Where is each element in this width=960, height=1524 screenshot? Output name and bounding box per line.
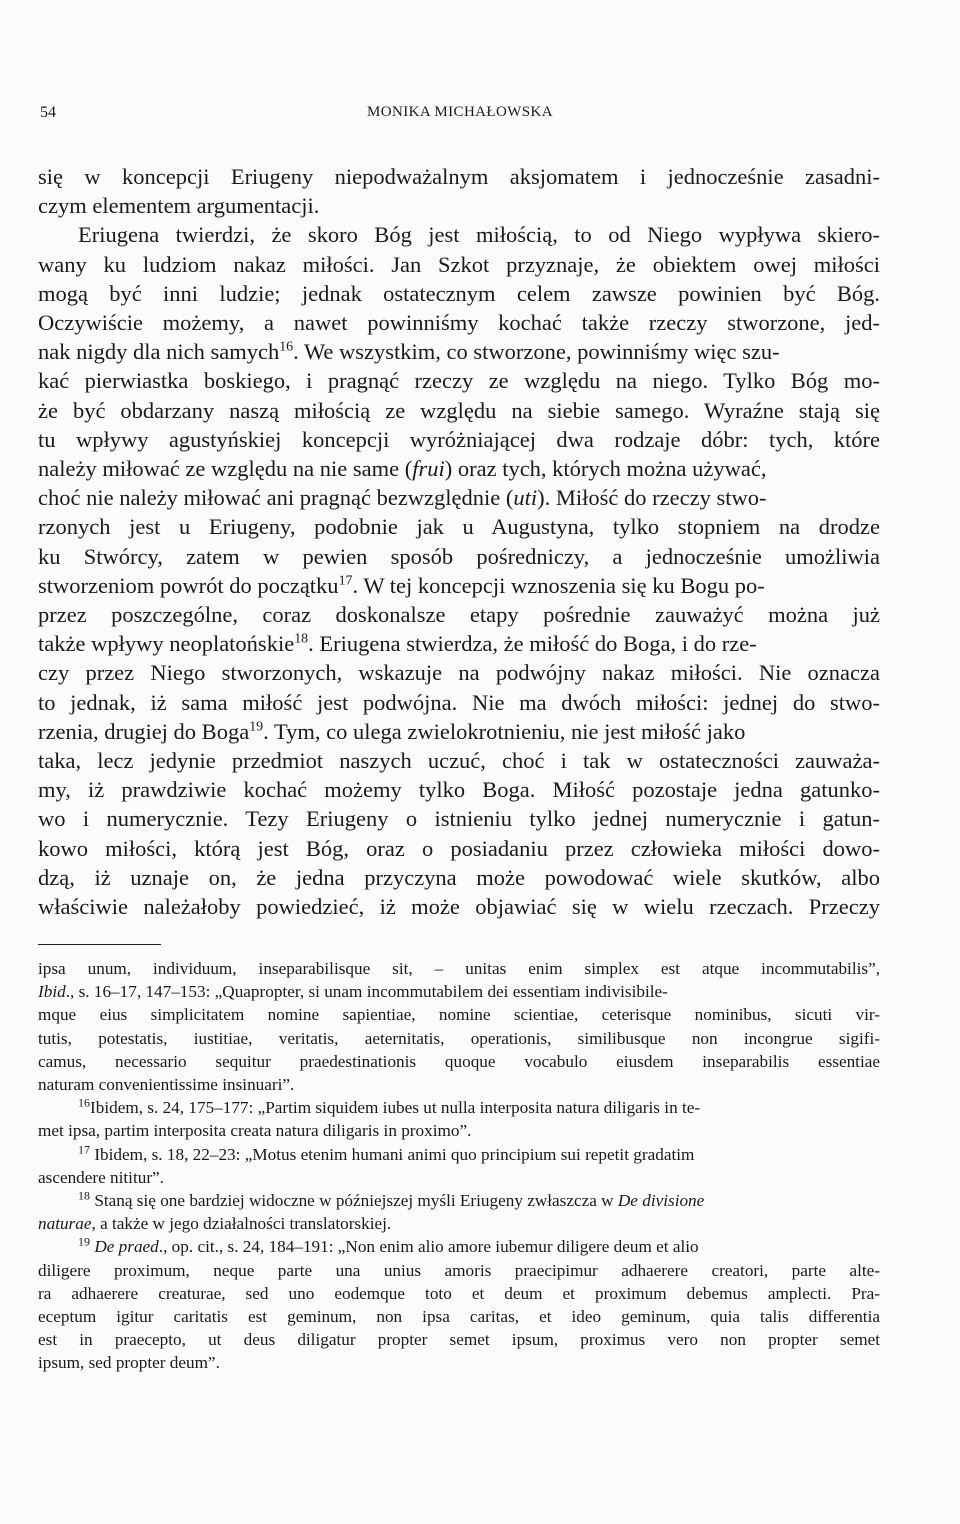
footnote-line: ipsa unum, individuum, inseparabilisque sit, – unitas enim simplex est atque incommutabilis”, bbox=[38, 959, 880, 978]
text-line: czy przez Niego stworzonych, wskazuje na podwójny nakaz miłości. Nie oznacza bbox=[38, 660, 880, 686]
text-line: przez poszczególne, coraz doskonalsze etapy pośrednie zauważyć można już bbox=[38, 602, 880, 628]
footnote-line: eceptum igitur caritatis est geminum, non ipsa caritas, et ideo geminum, quia talis differentia bbox=[38, 1307, 880, 1327]
text-fragment: ., s. 16–17, 147–153: „Quapropter, si unam incommutabilem dei essentiam indivisibile- bbox=[65, 982, 668, 1002]
text-line: się w koncepcji Eriugeny niepodważalnym aksjomatem i jednocześnie zasadni- bbox=[38, 164, 880, 189]
text-fragment: rzenia, drugiej do Boga bbox=[38, 718, 250, 744]
text-line: wo i numerycznie. Tezy Eriugeny o istnieniu tylko jednej numerycznie i gatun- bbox=[38, 806, 880, 832]
text-line: ku Stwórcy, zatem w pewien sposób pośredniczy, a jednocześnie umożliwia bbox=[38, 543, 880, 569]
text-line bbox=[38, 629, 880, 658]
footnote-ref: 16 bbox=[279, 339, 294, 355]
footnote-line: tutis, potestatis, iustitiae, veritatis, aeternitatis, operationis, similibusque non incongrue sigifi- bbox=[38, 1028, 880, 1048]
text-line: kowo miłości, którą jest Bóg, oraz o posiadaniu przez człowieka miłości dowo- bbox=[38, 835, 880, 861]
text-line: właściwie należałoby powiedzieć, iż może objawiać się w wielu rzeczach. Przeczy bbox=[38, 894, 880, 920]
italic-term: frui bbox=[412, 456, 445, 482]
footnote-number: 19 bbox=[78, 1234, 91, 1249]
footnote-line: ipsum, sed propter deum”. bbox=[38, 1353, 220, 1373]
text-fragment: Ibidem, s. 18, 22–23: „Motus etenim humani animi quo principium sui repetit gradatim bbox=[90, 1144, 695, 1164]
footnote-line: met ipsa, partim interposita creata natura diligaris in proximo”. bbox=[38, 1121, 472, 1141]
text-line bbox=[38, 483, 880, 512]
footnote-line: ra adhaerere creaturae, sed uno eodemque toto et deum et proximum debemus amplecti. Pra- bbox=[38, 1283, 880, 1303]
text-line: tu wpływy agustyńskiej koncepcji wyróżniającej dwa rodzaje dóbr: tych, które bbox=[38, 426, 880, 452]
footnote-19 bbox=[38, 1235, 880, 1258]
text-line: taka, lecz jedynie przedmiot naszych uczuć, choć i tak w ostateczności zauważa- bbox=[38, 748, 880, 774]
italic-term: De praed bbox=[90, 1237, 159, 1257]
footnote-number: 16 bbox=[78, 1095, 91, 1110]
text-fragment: Ibidem, s. 24, 175–177: „Partim siquidem iubes ut nulla interposita natura diligaris in te- bbox=[90, 1098, 701, 1118]
text-fragment: także wpływy neoplatońskie bbox=[38, 631, 295, 657]
footnote-ref: 19 bbox=[249, 719, 264, 735]
text-line: mogą być inni ludzie; jednak ostatecznym celem zawsze powinien być Bóg. bbox=[38, 280, 880, 306]
footnote-16 bbox=[38, 1096, 880, 1119]
text-line: Eriugena twierdzi, że skoro Bóg jest miłością, to od Niego wypływa skiero- bbox=[78, 222, 880, 248]
text-line bbox=[38, 717, 880, 746]
text-line: że być obdarzany naszą miłością ze względu na siebie samego. Wyraźne stają się bbox=[38, 397, 880, 423]
text-fragment: . We wszystkim, co stworzone, powinniśmy więc szu- bbox=[293, 339, 780, 365]
text-fragment: należy miłować ze względu na nie same ( bbox=[38, 456, 413, 482]
text-line bbox=[38, 571, 880, 600]
text-line bbox=[38, 337, 880, 366]
footnote-line: mque eius simplicitatem nomine sapientiae, nomine scientiae, ceterisque nominibus, sicuti vir- bbox=[38, 1005, 880, 1025]
footnote-separator bbox=[38, 944, 161, 945]
footnote-17 bbox=[38, 1143, 880, 1166]
footnote-ref: 17 bbox=[338, 573, 353, 589]
text-line: dzą, iż uznaje on, że jedna przyczyna może powodować wiele skutków, albo bbox=[38, 864, 880, 890]
footnotes bbox=[38, 957, 880, 1375]
body-text bbox=[38, 162, 880, 921]
text-line: Oczywiście możemy, a nawet powinniśmy kochać także rzeczy stworzone, jed- bbox=[38, 310, 880, 336]
text-fragment: . W tej koncepcji wznoszenia się ku Bogu po- bbox=[352, 572, 765, 598]
text-fragment: ). Miłość do rzeczy stwo- bbox=[537, 485, 767, 511]
footnote-line bbox=[38, 980, 880, 1003]
text-line: rzonych jest u Eriugeny, podobnie jak u Augustyna, tylko stopniem na drodze bbox=[38, 514, 880, 540]
italic-term: uti bbox=[513, 485, 538, 511]
text-line: my, iż prawdziwie kochać możemy tylko Boga. Miłość pozostaje jedna gatunko- bbox=[38, 777, 880, 803]
text-fragment: , a także w jego działalności translatorskiej. bbox=[91, 1214, 392, 1234]
page-number: 54 bbox=[40, 104, 56, 121]
text-fragment: . Tym, co ulega zwielokrotnieniu, nie jest miłość jako bbox=[263, 718, 746, 744]
footnote-line: camus, necessario sequitur praedestinationis quoque vocabulo eiusdem inseparabilis essentiae bbox=[38, 1051, 880, 1071]
footnote-18 bbox=[38, 1189, 880, 1212]
text-line: kać pierwiastka boskiego, i pragnąć rzeczy ze względu na niego. Tylko Bóg mo- bbox=[38, 368, 880, 394]
text-fragment: Staną się one bardziej widoczne w późniejszej myśli Eriugeny zwłaszcza w bbox=[90, 1191, 618, 1211]
footnote-number: 18 bbox=[78, 1188, 91, 1203]
footnote-line: diligere proximum, neque parte una unius amoris praecipimur adhaerere creatori, parte alte- bbox=[38, 1260, 880, 1280]
footnote-line: ascendere nititur”. bbox=[38, 1167, 164, 1187]
italic-term: Ibid bbox=[38, 982, 66, 1002]
text-fragment: nak nigdy dla nich samych bbox=[38, 339, 280, 365]
text-fragment: stworzeniom powrót do początku bbox=[38, 572, 339, 598]
text-line bbox=[38, 454, 880, 483]
footnote-number: 17 bbox=[78, 1141, 91, 1156]
running-head: MONIKA MICHAŁOWSKA bbox=[367, 104, 553, 120]
text-line: to jednak, iż sama miłość jest podwójna. Nie ma dwóch miłości: jednej do stwo- bbox=[38, 689, 880, 715]
footnote-ref: 18 bbox=[294, 631, 309, 647]
text-fragment: ., op. cit., s. 24, 184–191: „Non enim alio amore iubemur diligere deum et alio bbox=[158, 1237, 699, 1257]
text-fragment: choć nie należy miłować ani pragnąć bezwzględnie ( bbox=[38, 485, 514, 511]
text-line: czym elementem argumentacji. bbox=[38, 193, 320, 219]
footnote-line bbox=[38, 1212, 880, 1235]
footnote-line: est in praecepto, ut deus diligatur propter semet ipsum, proximus vero non propter semet bbox=[38, 1330, 880, 1350]
italic-term: De divisione bbox=[617, 1191, 705, 1211]
text-line: wany ku ludziom nakaz miłości. Jan Szkot przyznaje, że obiektem owej miłości bbox=[38, 251, 880, 277]
text-fragment: . Eriugena stwierdza, że miłość do Boga, i do rze- bbox=[308, 631, 757, 657]
italic-term: naturae bbox=[38, 1214, 92, 1234]
text-fragment: ) oraz tych, których można używać, bbox=[444, 456, 767, 482]
page-header bbox=[40, 104, 880, 128]
footnote-line: naturam convenientissime insinuari”. bbox=[38, 1075, 295, 1095]
